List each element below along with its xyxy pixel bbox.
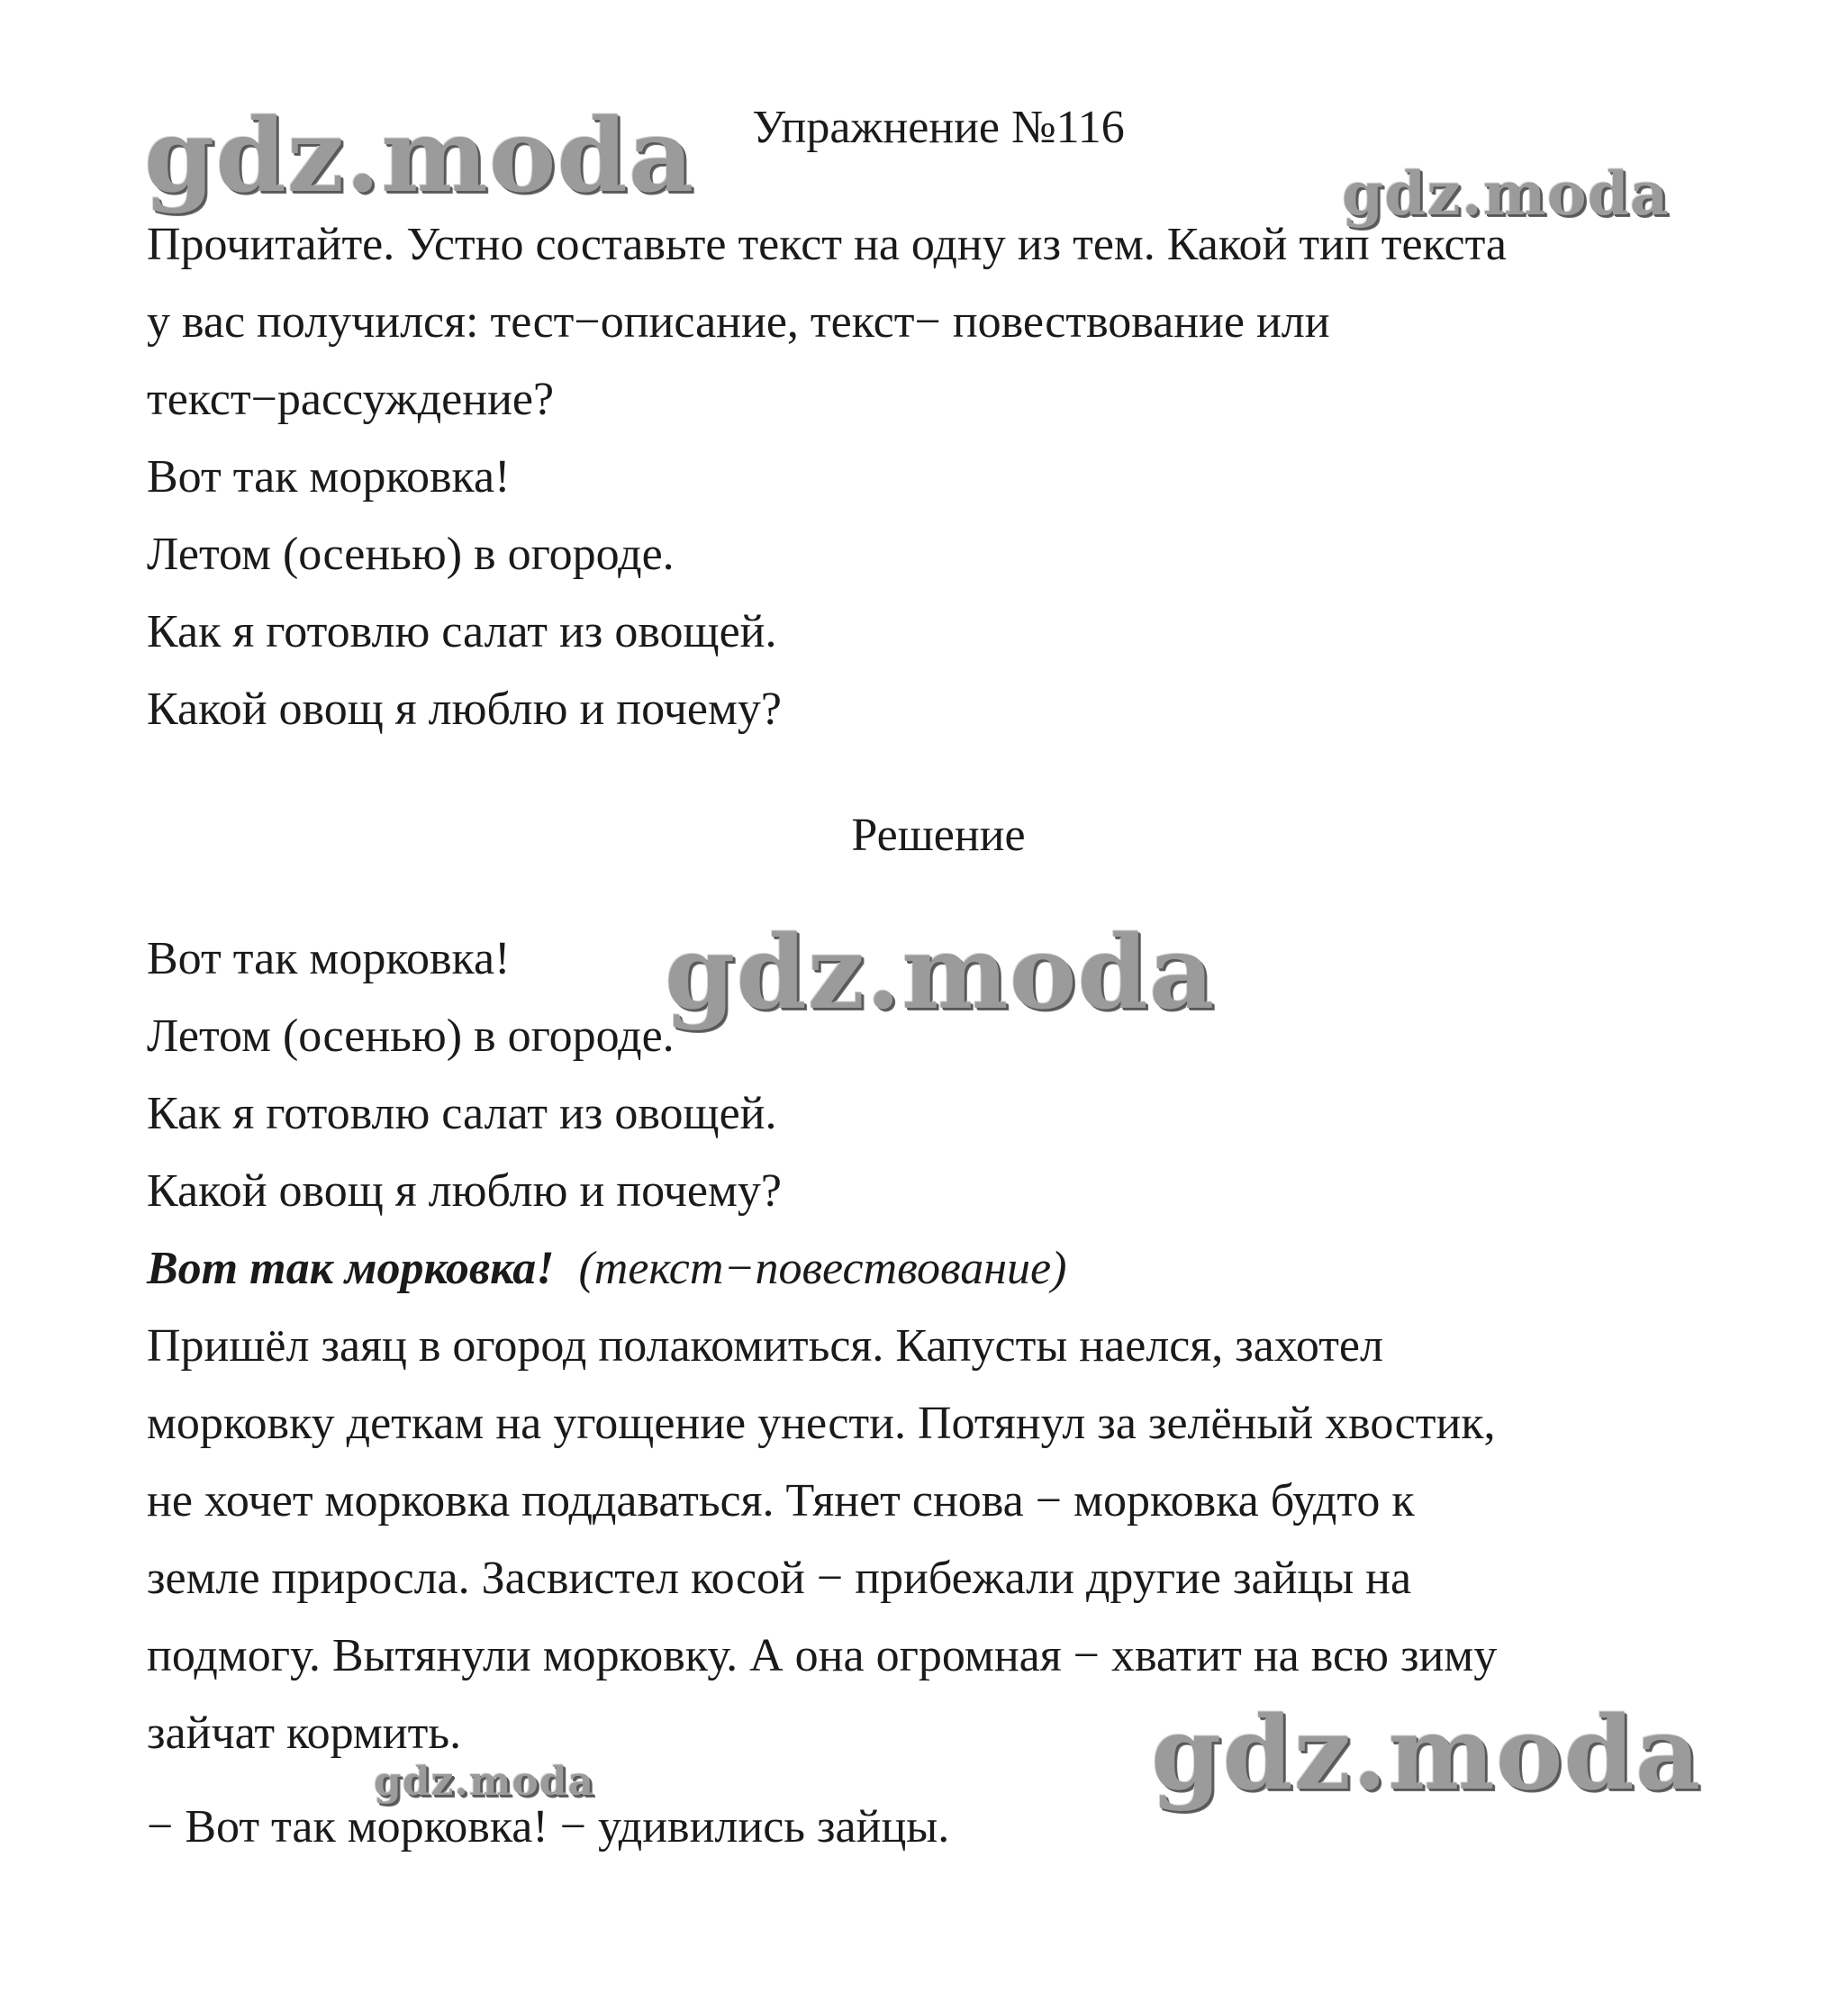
solution-topic: Как я готовлю салат из овощей. <box>147 1088 777 1139</box>
story-line: зайчат кормить. <box>147 1708 462 1759</box>
story-line: не хочет морковка поддаваться. Тянет снова − морковка будто к <box>147 1475 1415 1526</box>
watermark-logo: gdz.moda <box>374 1759 595 1805</box>
task-topic: Вот так морковка! <box>147 451 511 503</box>
task-line: у вас получился: тест−описание, текст− повествование или <box>147 296 1330 348</box>
task-topic: Летом (осенью) в огороде. <box>147 529 675 580</box>
watermark-logo: gdz.moda <box>665 914 1216 1032</box>
story-line: подмогу. Вытянули морковку. А она огромная − хватит на всю зиму <box>147 1630 1498 1681</box>
watermark-logo: gdz.moda <box>1151 1695 1702 1813</box>
task-line: Прочитайте. Устно составьте текст на одну из тем. Какой тип текста <box>147 219 1508 270</box>
task-topic: Как я готовлю салат из овощей. <box>147 606 777 657</box>
task-topic: Какой овощ я люблю и почему? <box>147 684 782 735</box>
solution-heading: Решение <box>851 810 1026 861</box>
watermark-logo: gdz.moda <box>144 97 695 215</box>
task-line: текст−рассуждение? <box>147 374 555 425</box>
story-line: Пришёл заяц в огород полакомиться. Капусты наелся, захотел <box>147 1320 1383 1372</box>
story-type: (текст−повествование) <box>578 1243 1067 1294</box>
solution-topic: Вот так морковка! <box>147 933 511 984</box>
solution-topic: Какой овощ я люблю и почему? <box>147 1165 782 1217</box>
story-heading <box>147 1242 1066 1296</box>
story-line: земле приросла. Засвистел косой − прибежали другие зайцы на <box>147 1553 1412 1604</box>
story-line: − Вот так морковка! − удивились зайцы. <box>147 1801 950 1853</box>
story-title: Вот так морковка! <box>147 1243 555 1294</box>
watermark-logo: gdz.moda <box>1342 159 1670 229</box>
story-line: морковку деткам на угощение унести. Потянул за зелёный хвостик, <box>147 1398 1496 1449</box>
solution-topic: Летом (осенью) в огороде. <box>147 1010 675 1062</box>
exercise-title: Упражнение №116 <box>752 102 1125 153</box>
